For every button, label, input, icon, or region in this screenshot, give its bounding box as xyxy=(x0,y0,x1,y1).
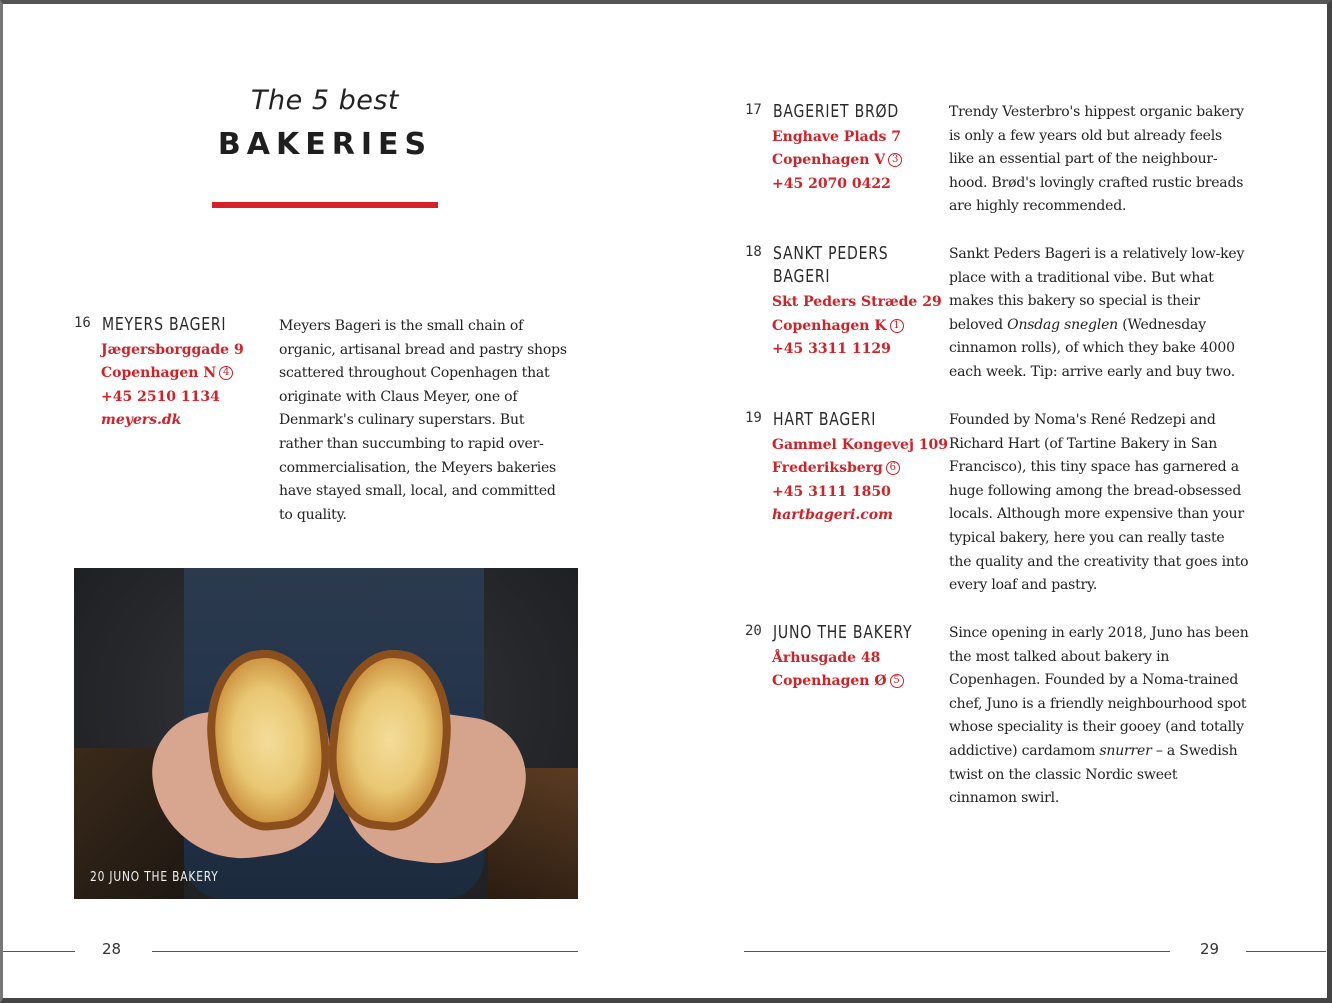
entry-area-line xyxy=(772,149,902,173)
footer-rule-right-outer xyxy=(1246,951,1326,952)
entry-name: BAGERIET BRØD xyxy=(773,101,899,122)
zone-badge: 5 xyxy=(890,674,904,688)
entry-phone[interactable]: +45 2510 1134 xyxy=(101,389,220,405)
photo-caption: 20 JUNO THE BAKERY xyxy=(90,870,219,885)
page-number-left: 28 xyxy=(102,940,122,958)
entry-area: Copenhagen N xyxy=(101,365,217,381)
entry-number: 16 xyxy=(74,315,91,331)
footer-rule-right xyxy=(744,951,1170,952)
entry-street: Skt Peders Stræde 29 xyxy=(772,294,942,310)
entry-description: Sankt Peders Bageri is a relatively low-key place with a traditional vibe. But what makes this bakery so special is their beloved Onsdag sneglen (Wednesday cinnamon rolls), of which they bake 4000 each week. Tip: arrive early and buy two. xyxy=(949,246,1245,380)
entry-description: Since opening in early 2018, Juno has been the most talked about bakery in Copenhagen. Founded by a Noma-trained chef, Juno is a friendly neighbourhood spot whose speciality is their gooey (and totally addictive) cardamom snurrer – a Swedish twist on the classic Nordic sweet cinnamon swirl. xyxy=(949,625,1249,807)
zone-badge: 6 xyxy=(886,461,900,475)
entry-number: 17 xyxy=(745,102,762,118)
entry-area: Copenhagen Ø xyxy=(772,673,887,689)
entry-area: Copenhagen V xyxy=(772,152,886,168)
entry-description: Meyers Bageri is the small chain of organic, artisanal bread and pastry shops scattered throughout Copenhagen that originate with Claus Meyer, one of Denmark's culinary superstars. But rather than succumbing to rapid over-commercialisation, the Meyers bakeries have stayed small, local, and committed to quality. xyxy=(279,318,567,523)
heading-title: BAKERIES xyxy=(217,127,433,162)
entry-number: 19 xyxy=(745,410,762,426)
entry-number: 18 xyxy=(745,244,762,260)
entry-street: Enghave Plads 7 xyxy=(772,129,902,145)
heading-subtitle: The 5 best xyxy=(251,85,399,116)
entry-street: Jægersborggade 9 xyxy=(101,342,244,358)
entry-area-line xyxy=(101,362,233,386)
entry-description: Founded by Noma's René Redzepi and Richard Hart (of Tartine Bakery in San Francisco), this tiny space has garnered a huge following among the bread-obsessed locals. Although more expensive than your typical bakery, here you can really taste the quality and the creativity that goes into every loaf and pastry. xyxy=(949,412,1249,594)
entry-name: HART BAGERI xyxy=(773,409,877,430)
entry-name: MEYERS BAGERI xyxy=(102,314,227,335)
entry-phone[interactable]: +45 3111 1850 xyxy=(772,484,891,500)
entry-name-line2: BAGERI xyxy=(773,266,831,287)
entry-area: Frederiksberg xyxy=(772,460,883,476)
entry-phone[interactable]: +45 3311 1129 xyxy=(772,341,891,357)
entry-phone[interactable]: +45 2070 0422 xyxy=(772,176,891,192)
entry-number: 20 xyxy=(745,623,762,639)
entry-street: Gammel Kongevej 109 xyxy=(772,437,949,453)
entry-area: Copenhagen K xyxy=(772,318,887,334)
entry-website[interactable]: meyers.dk xyxy=(101,412,182,428)
entry-description: Trendy Vesterbro's hippest organic bakery is only a few years old but already feels like an essential part of the neighbour-hood. Brød's lovingly crafted rustic breads are highly recommended. xyxy=(949,104,1244,215)
page-number-right: 29 xyxy=(1200,940,1220,958)
entry-website[interactable]: hartbageri.com xyxy=(772,507,893,523)
entry-name-line1: SANKT PEDERS xyxy=(773,243,889,264)
entry-name: JUNO THE BAKERY xyxy=(773,622,913,643)
entry-street: Århusgade 48 xyxy=(772,650,881,666)
entry-area-line xyxy=(772,315,904,339)
zone-badge: 1 xyxy=(890,319,904,333)
footer-rule-left xyxy=(152,951,578,952)
entry-area-line xyxy=(772,670,904,694)
bakery-photo xyxy=(74,568,578,899)
footer-rule-left-outer xyxy=(3,951,75,952)
section-heading xyxy=(212,84,438,162)
heading-underline xyxy=(212,202,438,208)
zone-badge: 3 xyxy=(888,153,902,167)
zone-badge: 4 xyxy=(219,366,233,380)
entry-area-line xyxy=(772,457,900,481)
